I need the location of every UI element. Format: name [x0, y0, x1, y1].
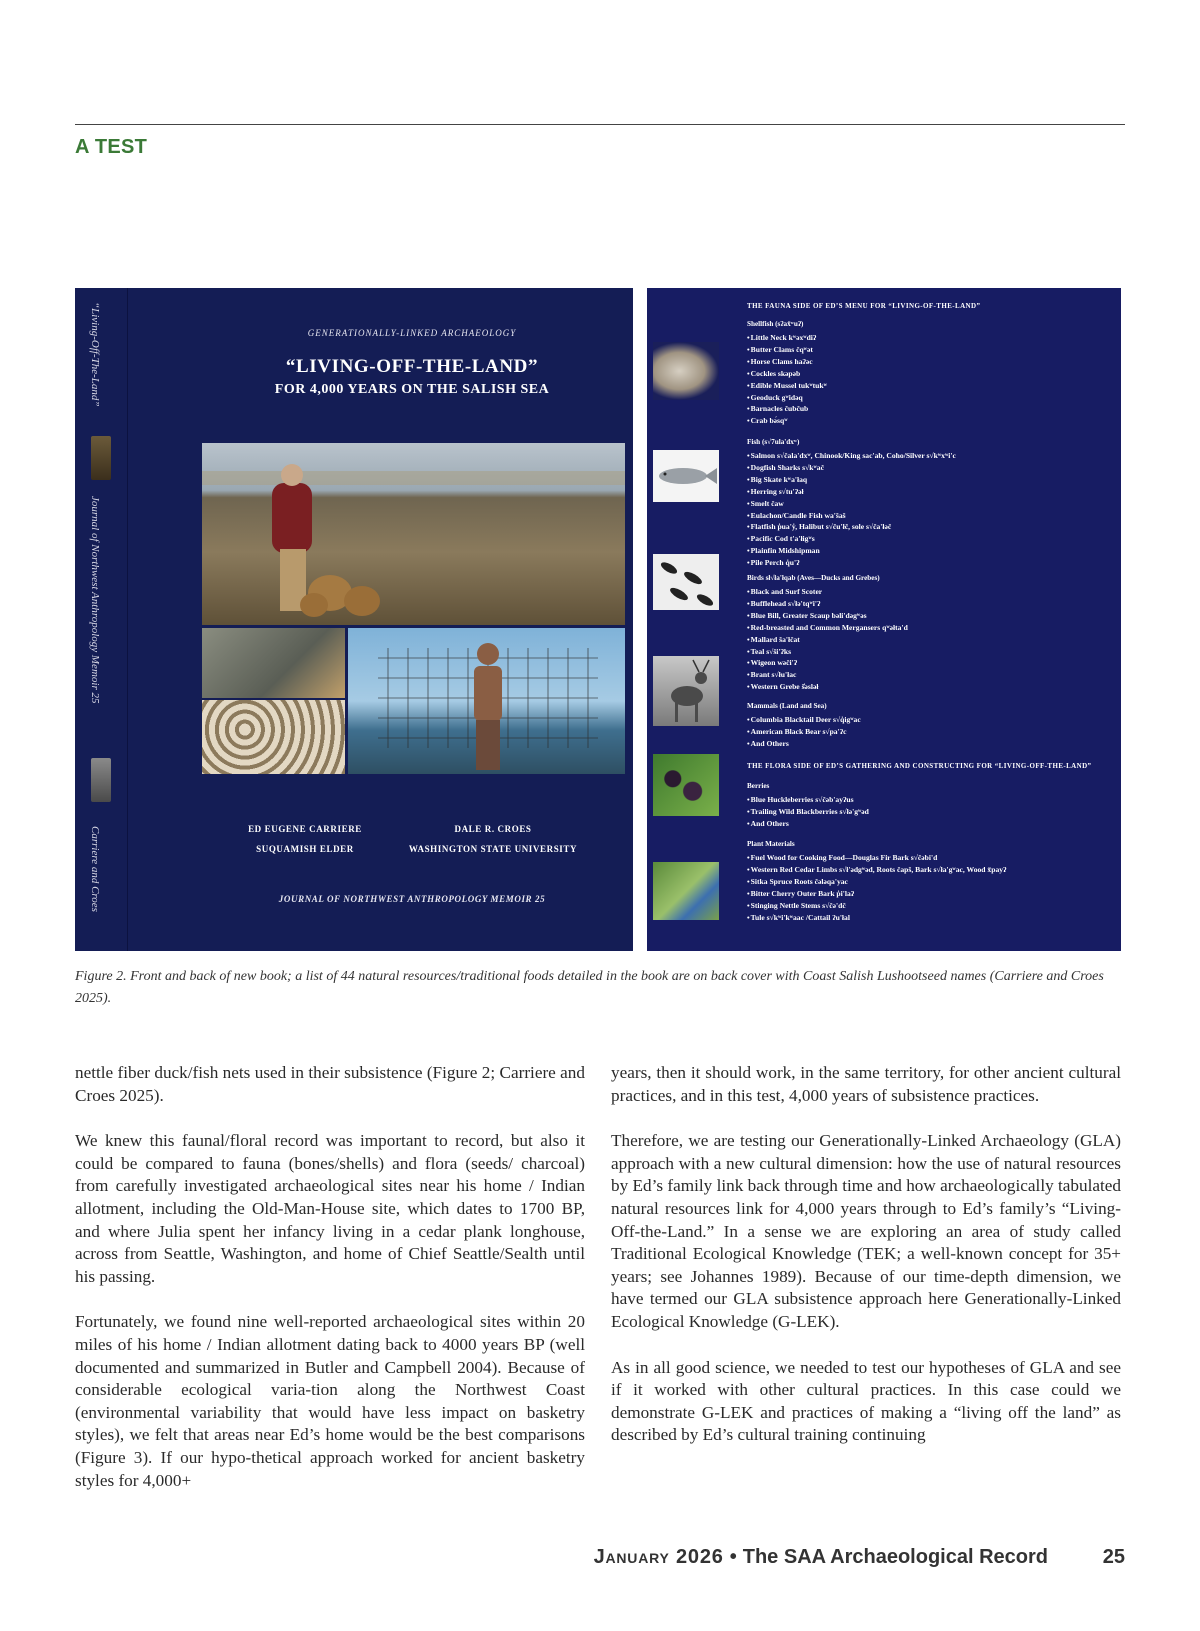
- spine-fish-thumbnail: [91, 436, 111, 480]
- list-item: • Pile Perch q̓u'ʔ: [747, 557, 956, 569]
- cover-journal: JOURNAL OF NORTHWEST ANTHROPOLOGY MEMOIR 25: [278, 894, 546, 904]
- list-item: • And Others: [747, 738, 861, 750]
- book-spine: [75, 288, 128, 951]
- spine-figure-thumbnail: [91, 758, 111, 802]
- clam-shells-photo: [202, 700, 345, 774]
- author2-name: DALE R. CROES: [454, 824, 532, 834]
- spine-title: “Living-Off-The-Land”: [89, 302, 101, 407]
- shellfish-heading: Shellfish (sʔax̌ʷuʔ): [747, 320, 804, 328]
- list-item: • Blue Huckleberries s√čəb'ayʔus: [747, 794, 869, 806]
- list-item: • Cockles skəpəb: [747, 368, 827, 380]
- list-item: • Salmon s√čala'dxʷ, Chinook/King sac'ab, Coho/Silver s√kʷxʷi'c: [747, 450, 956, 462]
- list-item: • Stinging Nettle Stems s√čə'dč: [747, 900, 1006, 912]
- shellfish-list: [747, 332, 827, 427]
- list-item: • Edible Mussel tukʷtukʷ: [747, 380, 827, 392]
- birds-list: [747, 586, 908, 693]
- birds-heading: Birds sł√ła'łqab (Aves—Ducks and Grebes): [747, 574, 880, 582]
- ducks-icon: [653, 554, 719, 610]
- list-item: • Mallard ša'łčat: [747, 634, 908, 646]
- page-footer: [594, 1546, 1048, 1569]
- list-item: • Plainfin Midshipman: [747, 545, 956, 557]
- clam-thumbnail: [653, 342, 719, 400]
- fish-list: [747, 450, 956, 569]
- cover-title: “LIVING-OFF-THE-LAND”: [285, 356, 539, 377]
- issue-date: January 2026: [593, 1546, 724, 1568]
- list-item: • Butter Clams čqʷət: [747, 344, 827, 356]
- mammals-list: [747, 714, 861, 750]
- fish-heading: Fish (s√7ula'dxʷ): [747, 438, 800, 446]
- list-item: • Brant s√łu'łac: [747, 669, 908, 681]
- cover-subtitle: FOR 4,000 YEARS ON THE SALISH SEA: [274, 382, 550, 397]
- list-item: • Wigeon wəči'ʔ: [747, 657, 908, 669]
- list-item: • Barnacles čubčub: [747, 403, 827, 415]
- list-item: • Pacific Cod t'a'łigʷs: [747, 533, 956, 545]
- left-column: [75, 1062, 585, 1515]
- list-item: • Flatfish p̓ua'y̓, Halibut s√ču'łč, sole s√ča'łəč: [747, 521, 956, 533]
- list-item: • Columbia Blacktail Deer s√q̓igʷac: [747, 714, 861, 726]
- list-item: • Crab bə́sqʷ: [747, 415, 827, 427]
- list-item: • Bufflehead s√łə'tqʷi'ʔ: [747, 598, 908, 610]
- cover-series: GENERATIONALLY-LINKED ARCHAEOLOGY: [307, 328, 517, 338]
- list-item: • Western Red Cedar Limbs s√ł'ədgʷəd, Roots čapš, Bark s√ła'gʷac, Wood x̌payʔ: [747, 864, 1006, 876]
- list-item: • Tule s√kʷi'kʷaac /Cattail ʔu'łal: [747, 912, 1006, 924]
- stone-baskets-photo: [202, 628, 345, 698]
- section-title: A TEST: [75, 136, 148, 158]
- paragraph: We knew this faunal/floral record was important to record, but also it could be compared to fauna (bones/shells) and flora (seeds/ charcoal) from carefully investigated archaeological sites near his home / Indian allotment, including the Old-Man-House site, which dates to 1700 BP, and where Julia spent her infancy living in a cedar plank longhouse, across from Seattle, Washington, and home of Chief Seattle/Sealth until his passing.: [75, 1131, 585, 1286]
- list-item: • Eulachon/Candle Fish wa'šaš: [747, 510, 956, 522]
- list-item: • Big Skate kʷa'łaq: [747, 474, 956, 486]
- list-item: • Fuel Wood for Cooking Food—Douglas Fir Bark s√čəbi'd: [747, 852, 1006, 864]
- salmon-icon: [653, 450, 719, 502]
- page-number: 25: [1102, 1546, 1125, 1568]
- list-item: • Geoduck gʷidəq: [747, 392, 827, 404]
- paragraph: As in all good science, we needed to test our hypotheses of GLA and see if it worked with other cultural practices. In this case could we demonstrate G-LEK and practices of making a “living off the land” as described by Ed’s cultural training continuing: [611, 1357, 1121, 1445]
- deer-thumbnail: [653, 656, 719, 726]
- right-column: [611, 1062, 1121, 1470]
- fauna-heading: THE FAUNA SIDE OF ED’S MENU FOR “LIVING-OF-THE-LAND”: [747, 302, 981, 310]
- plants-heading: Plant Materials: [747, 840, 795, 848]
- spine-journal: Journal of Northwest Anthropology Memoir 25: [89, 496, 101, 704]
- spine-authors: Carriere and Croes: [89, 826, 101, 912]
- paragraph: years, then it should work, in the same territory, for other ancient cultural practices, and in this test, 4,000 years of subsistence practices.: [611, 1063, 1121, 1105]
- deer-icon: [653, 656, 719, 726]
- author1-role: SUQUAMISH ELDER: [256, 844, 354, 854]
- list-item: • Western Grebe š̓əsləł: [747, 681, 908, 693]
- plant-gathering-thumbnail: [653, 862, 719, 920]
- berries-list: [747, 794, 869, 830]
- header-rule: [75, 124, 1125, 125]
- list-item: • Red-breasted and Common Mergansers qʷəłta'd: [747, 622, 908, 634]
- fishing-net-photo: [348, 628, 625, 774]
- flora-heading: THE FLORA SIDE OF ED’S GATHERING AND CONSTRUCTING FOR “LIVING-OFF-THE-LAND”: [747, 762, 1092, 770]
- list-item: • Horse Clams haʔəc: [747, 356, 827, 368]
- list-item: • And Others: [747, 818, 869, 830]
- beach-photo: [202, 443, 625, 625]
- list-item: • Blue Bill, Greater Scaup bəli'dəgʷəs: [747, 610, 908, 622]
- list-item: • Trailing Wild Blackberries s√łə'gʷəd: [747, 806, 869, 818]
- front-cover-image: [75, 288, 633, 951]
- fishing-net-drawing: [348, 628, 625, 774]
- figure-caption: Figure 2. Front and back of new book; a list of 44 natural resources/traditional foods detailed in the book are on back cover with Coast Salish Lushootseed names (Carriere and Croes 2025).: [75, 969, 1104, 1006]
- paragraph: Therefore, we are testing our Generationally-Linked Archaeology (GLA) approach with a new cultural dimension: how the use of natural resources by Ed’s family link back through time and how archaeologically tabulated natural resources link for 4,000 years through to Ed’s family’s “Living-Off-the-Land.” In a sense we are exploring an area of study called Traditional Ecological Knowledge (TEK; a well-known concept for 35+ years; see Johannes 1989). Because of our time-depth dimension, we have termed our GLA subsistence approach here Generationally-Linked Ecological Knowledge (G-LEK).: [611, 1131, 1121, 1331]
- list-item: • Herring s√tu'ʔəł: [747, 486, 956, 498]
- paragraph: Fortunately, we found nine well-reported archaeological sites within 20 miles of his home / Indian allotment dating back to 4000 years BP (well documented and summarized in Butler and Campbell 2004). Because of considerable ecological varia-tion along the Northwest Coast (environmental variability that would have less impact on basketry styles), we felt that areas near Ed’s home would be the best comparisons (Figure 3). If our hypo-thetical approach worked for ancient basketry styles for 4,000+: [75, 1312, 585, 1490]
- list-item: • Little Neck kʷəxʷdiʔ: [747, 332, 827, 344]
- list-item: • Sitka Spruce Roots čələqa'yac: [747, 876, 1006, 888]
- list-item: • American Black Bear s√pa'ʔc: [747, 726, 861, 738]
- footer-separator: •: [729, 1546, 737, 1568]
- list-item: • Black and Surf Scoter: [747, 586, 908, 598]
- list-item: • Smelt čaw: [747, 498, 956, 510]
- mammals-heading: Mammals (Land and Sea): [747, 702, 827, 710]
- back-cover-image: [647, 288, 1121, 951]
- salmon-thumbnail: [653, 450, 719, 502]
- ducks-thumbnail: [653, 554, 719, 610]
- publication-name: The SAA Archaeological Record: [742, 1546, 1048, 1568]
- berries-heading: Berries: [747, 782, 770, 790]
- list-item: • Teal s√ši'ʔks: [747, 646, 908, 658]
- list-item: • Dogfish Sharks s√kʷač: [747, 462, 956, 474]
- plants-list: [747, 852, 1006, 923]
- list-item: • Bitter Cherry Outer Bark p̓i'laʔ: [747, 888, 1006, 900]
- author1-name: ED EUGENE CARRIERE: [248, 824, 362, 834]
- paragraph: nettle fiber duck/fish nets used in their subsistence (Figure 2; Carriere and Croes 2025).: [75, 1063, 585, 1105]
- beach-photo-drawing: [202, 443, 625, 625]
- blackberries-thumbnail: [653, 754, 719, 816]
- author2-role: WASHINGTON STATE UNIVERSITY: [408, 844, 578, 854]
